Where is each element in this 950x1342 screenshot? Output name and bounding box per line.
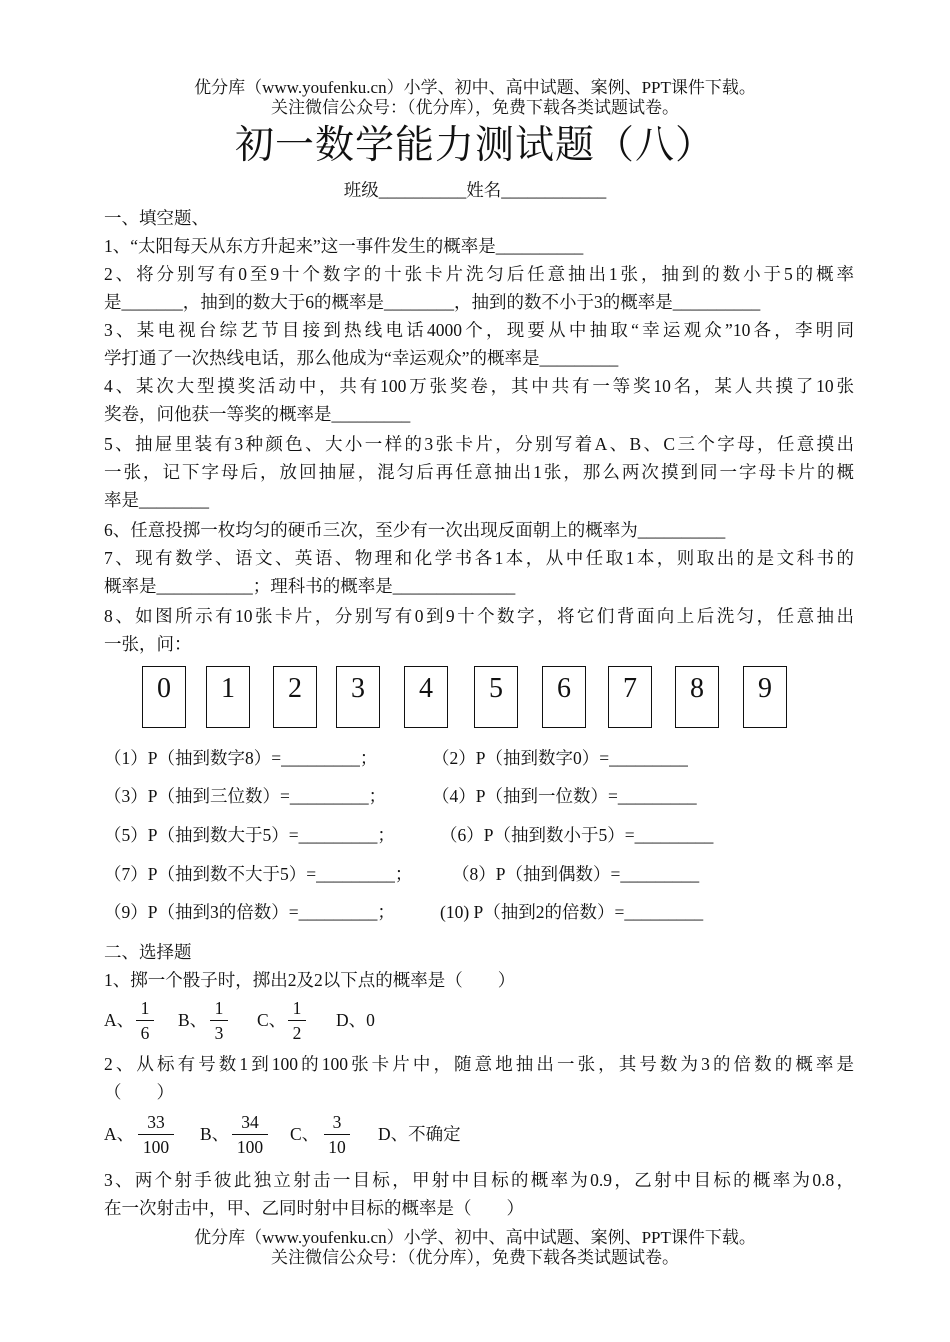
page-title: 初一数学能力测试题（八） (234, 124, 715, 167)
q7-line-1: 7、现有数学、语文、英语、物理和化学书各1本，从中任取1本，则取出的是文科书的 (104, 548, 854, 568)
prob-item-8: （8）P（抽到偶数）=_________ (452, 864, 700, 884)
q1-option-c-fraction: 1 2 (288, 997, 306, 1044)
choice-q1: 1、掷一个骰子时，掷出2及2以下点的概率是（ ） (104, 970, 516, 990)
choice-q3-line-2: 在一次射击中，甲、乙同时射中目标的概率是（ ） (104, 1198, 524, 1218)
choice-q2-line-2: （ ） (104, 1082, 174, 1102)
number-card-2: 2 (273, 666, 317, 728)
prob-item-9: （9）P（抽到3的倍数）=_________； (104, 902, 395, 922)
number-card-9: 9 (743, 666, 787, 728)
q2-option-c-label: C、 (290, 1124, 320, 1144)
q1-option-a-label: A、 (104, 1010, 135, 1030)
q2-option-c-fraction: 3 10 (324, 1111, 350, 1158)
class-name-line: 班级__________姓名____________ (343, 180, 607, 200)
prob-item-3: （3）P（抽到三位数）=_________； (104, 786, 387, 806)
prob-item-2: （2）P（抽到数字0）=_________ (432, 748, 688, 768)
q3-line-1: 3、某电视台综艺节目接到热线电话4000个，现要从中抽取“幸运观众”10各，李明同 (104, 320, 854, 340)
q8-line-2: 一张，问： (104, 634, 192, 654)
q2-option-a-label: A、 (104, 1124, 135, 1144)
number-card-5: 5 (474, 666, 518, 728)
q1-line: 1、“太阳每天从东方升起来”这一事件发生的概率是__________ (104, 236, 584, 256)
header-line-2: 关注微信公众号：（优分库），免费下载各类试题试卷。 (271, 98, 679, 117)
prob-item-10: (10) P（抽到2的倍数）=_________ (440, 902, 704, 922)
number-card-1: 1 (206, 666, 250, 728)
q5-line-3: 率是________ (104, 490, 209, 510)
q4-line-2: 奖卷，问他获一等奖的概率是_________ (104, 404, 411, 424)
q1-option-d: D、0 (336, 1010, 375, 1030)
choice-q3-line-1: 3、两个射手彼此独立射击一目标，甲射中目标的概率为0.9，乙射中目标的概率为0.8， (104, 1170, 854, 1190)
q2-option-a-fraction: 33 100 (138, 1111, 174, 1158)
q3-line-2: 学打通了一次热线电话，那么他成为“幸运观众”的概率是_________ (104, 348, 619, 368)
header-line-1: 优分库（www.youfenku.cn）小学、初中、高中试题、案例、PPT课件下载。 (194, 78, 756, 97)
footer-line-2: 关注微信公众号：（优分库），免费下载各类试题试卷。 (271, 1248, 679, 1267)
number-card-4: 4 (404, 666, 448, 728)
q1-option-a-fraction: 1 6 (136, 997, 154, 1044)
section2-heading: 二、选择题 (104, 942, 192, 962)
section1-heading: 一、填空题、 (104, 208, 209, 228)
prob-item-5: （5）P（抽到数大于5）=_________； (104, 825, 395, 845)
number-card-6: 6 (542, 666, 586, 728)
q2-option-b-label: B、 (200, 1124, 230, 1144)
q2-line-2: 是_______，抽到的数大于6的概率是________，抽到的数不小于3的概率是__________ (104, 292, 761, 312)
number-card-0: 0 (142, 666, 186, 728)
number-card-7: 7 (608, 666, 652, 728)
prob-item-4: （4）P（抽到一位数）=_________ (432, 786, 697, 806)
prob-item-1: （1）P（抽到数字8）=_________； (104, 748, 378, 768)
number-card-3: 3 (336, 666, 380, 728)
footer-line-1: 优分库（www.youfenku.cn）小学、初中、高中试题、案例、PPT课件下载。 (194, 1228, 756, 1247)
q2-option-b-fraction: 34 100 (232, 1111, 268, 1158)
number-card-8: 8 (675, 666, 719, 728)
q7-line-2: 概率是___________；理科书的概率是______________ (104, 576, 516, 596)
prob-item-7: （7）P（抽到数不大于5）=_________； (104, 864, 413, 884)
q4-line-1: 4、某次大型摸奖活动中，共有100万张奖卷，其中共有一等奖10名，某人共摸了10张 (104, 376, 854, 396)
q2-line-1: 2、将分别写有0至9十个数字的十张卡片洗匀后任意抽出1张，抽到的数小于5的概率 (104, 264, 854, 284)
q6-line: 6、任意投掷一枚均匀的硬币三次，至少有一次出现反面朝上的概率为__________ (104, 520, 726, 540)
choice-q2-line-1: 2、从标有号数1到100的100张卡片中，随意地抽出一张，其号数为3的倍数的概率是 (104, 1054, 854, 1074)
q2-option-d: D、不确定 (378, 1124, 461, 1144)
q5-line-2: 一张，记下字母后，放回抽屉，混匀后再任意抽出1张，那么两次摸到同一字母卡片的概 (104, 462, 854, 482)
prob-item-6: （6）P（抽到数小于5）=_________ (440, 825, 714, 845)
q8-line-1: 8、如图所示有10张卡片，分别写有0到9十个数字，将它们背面向上后洗匀，任意抽出 (104, 606, 854, 626)
q1-option-b-fraction: 1 3 (210, 997, 228, 1044)
q1-option-c-label: C、 (257, 1010, 287, 1030)
q5-line-1: 5、抽屉里装有3种颜色、大小一样的3张卡片，分别写着A、B、C三个字母，任意摸出 (104, 434, 854, 454)
q1-option-b-label: B、 (178, 1010, 208, 1030)
